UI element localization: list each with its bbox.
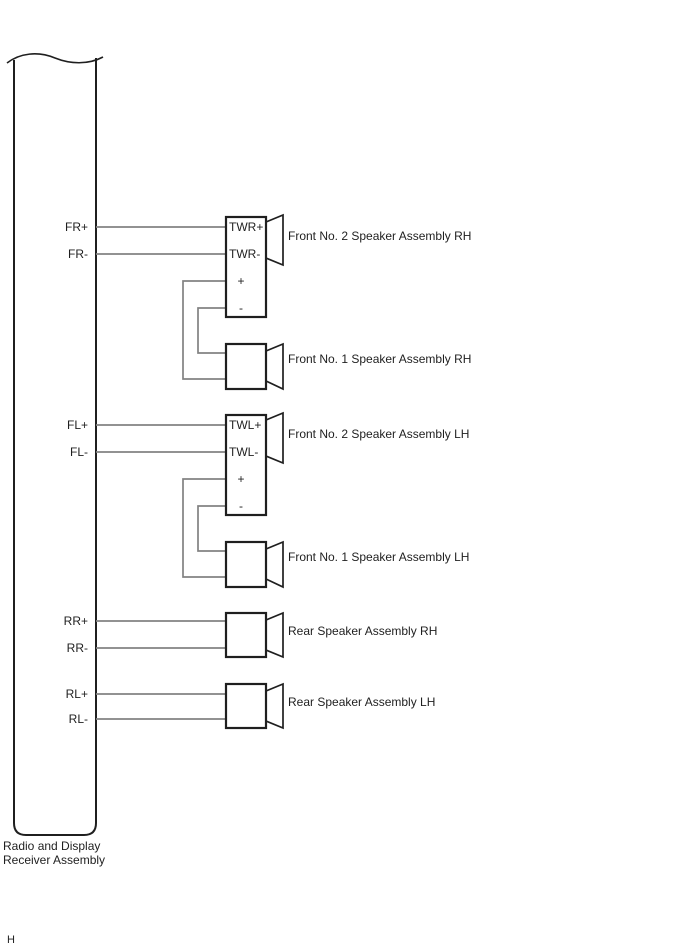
speaker-label-rear-lh: Rear Speaker Assembly LH [288, 695, 436, 709]
pin-label-fr-plus: FR+ [64, 220, 88, 234]
wire-no2-plus-to-no1-rh [183, 281, 226, 379]
terminal-label-minus-rh: - [239, 301, 243, 315]
terminal-label-twr-plus: TWR+ [229, 220, 264, 234]
wire-no2-minus-to-no1-rh [198, 308, 226, 353]
speaker-label-front-no1-rh: Front No. 1 Speaker Assembly RH [288, 352, 472, 366]
wire-no2-minus-to-no1-lh [198, 506, 226, 551]
front-lh-speaker-group [96, 413, 469, 587]
break-line-icon [7, 54, 103, 63]
page-marker: H [7, 934, 15, 946]
speaker-box-rear-rh [226, 613, 266, 657]
receiver-caption-line1: Radio and Display [3, 839, 101, 853]
rear-lh-speaker-group [96, 684, 435, 728]
speaker-box-front-no1-rh [226, 344, 266, 389]
front-rh-speaker-group [96, 215, 471, 389]
terminal-label-plus-lh: + [237, 472, 245, 486]
speaker-label-front-no2-rh: Front No. 2 Speaker Assembly RH [288, 229, 472, 243]
pin-label-rl-minus: RL- [68, 712, 88, 726]
pin-label-rl-plus: RL+ [65, 687, 88, 701]
pin-label-fl-plus: FL+ [66, 418, 88, 432]
terminal-label-twl-plus: TWL+ [229, 418, 262, 432]
pin-label-fr-minus: FR- [68, 247, 88, 261]
speaker-label-front-no1-lh: Front No. 1 Speaker Assembly LH [288, 550, 470, 564]
terminal-label-plus-rh: + [237, 274, 245, 288]
speaker-cone-icon [266, 413, 283, 463]
speaker-label-front-no2-lh: Front No. 2 Speaker Assembly LH [288, 427, 470, 441]
speaker-cone-icon [266, 344, 283, 389]
speaker-cone-icon [266, 215, 283, 265]
speaker-label-rear-rh: Rear Speaker Assembly RH [288, 624, 438, 638]
radio-receiver [3, 54, 105, 867]
terminal-label-twl-minus: TWL- [229, 445, 259, 459]
pin-label-fl-minus: FL- [70, 445, 88, 459]
terminal-label-twr-minus: TWR- [229, 247, 261, 261]
speaker-cone-icon [266, 613, 283, 657]
receiver-caption-line2: Receiver Assembly [3, 853, 106, 867]
terminal-label-minus-lh: - [239, 499, 243, 513]
pin-label-rr-minus: RR- [66, 641, 88, 655]
rear-rh-speaker-group [96, 613, 437, 657]
wire-no2-plus-to-no1-lh [183, 479, 226, 577]
speaker-box-front-no1-lh [226, 542, 266, 587]
pin-label-rr-plus: RR+ [63, 614, 88, 628]
speaker-box-rear-lh [226, 684, 266, 728]
speaker-cone-icon [266, 684, 283, 728]
speaker-cone-icon [266, 542, 283, 587]
